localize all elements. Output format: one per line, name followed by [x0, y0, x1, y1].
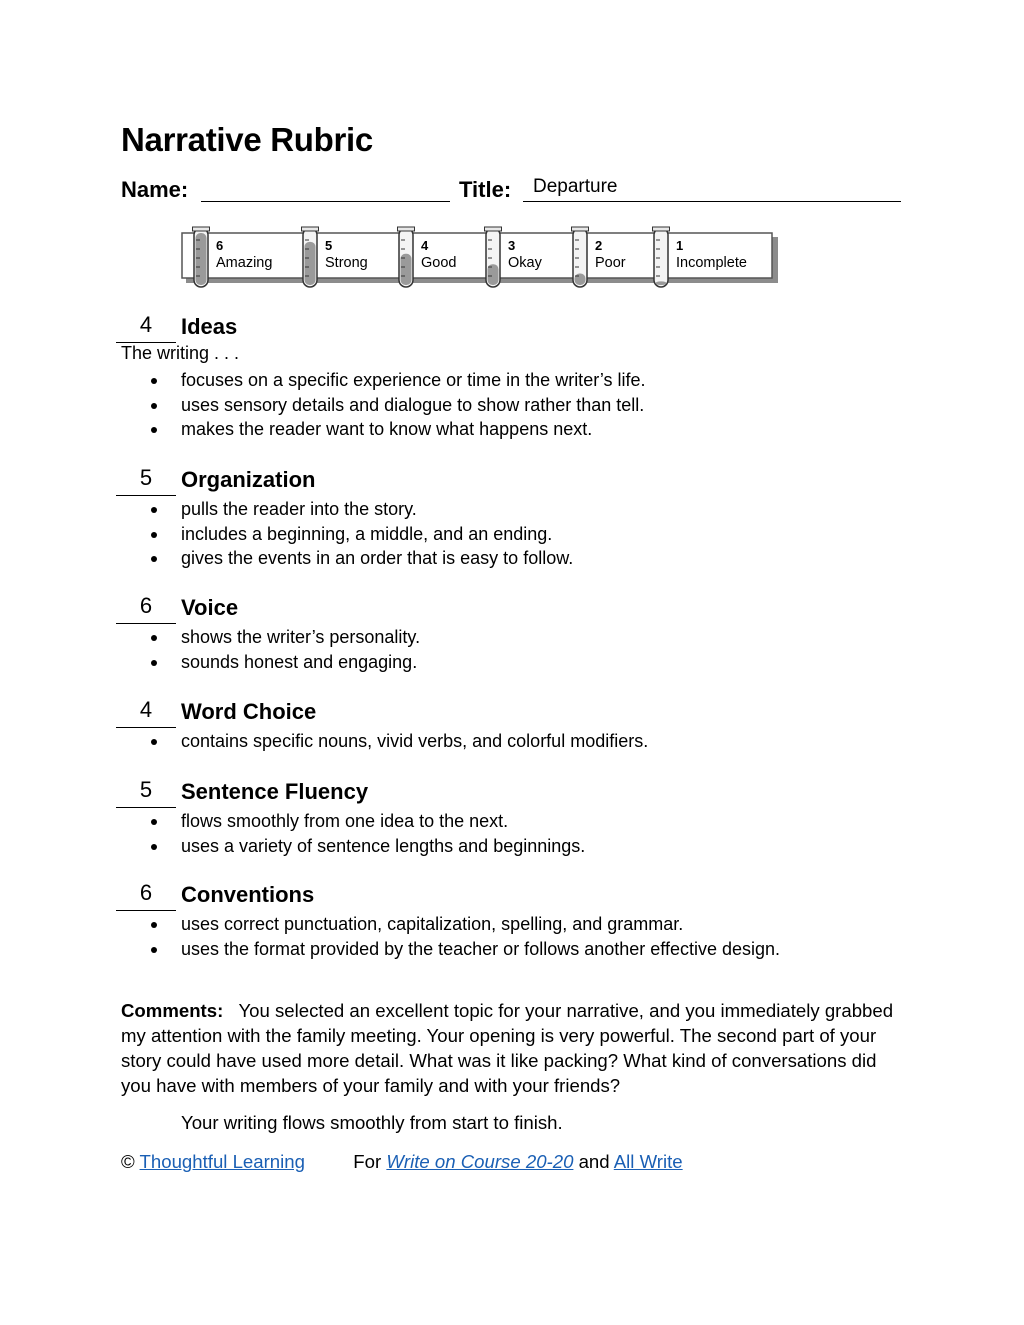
criterion-text: pulls the reader into the story.: [181, 499, 417, 519]
bullet-icon: [151, 739, 157, 745]
criterion-text: flows smoothly from one idea to the next.: [181, 811, 509, 831]
score-value: 5: [139, 465, 153, 490]
scale-label: Incomplete: [676, 255, 747, 271]
score-field[interactable]: [116, 595, 176, 624]
bullet-icon: [151, 844, 157, 850]
list-item: [116, 937, 780, 962]
list-item: [116, 522, 573, 547]
scale-label: Poor: [595, 255, 626, 271]
list-item: [116, 650, 420, 675]
comments-text: You selected an excellent topic for your narrative, and you immediately grabbed my attention with the family meeting. Your opening is very powerful. The second part of your story could have used more detail. What was it like packing? What kind of conversations did you have with members of your family and with your friends?: [121, 1000, 894, 1096]
copyright-symbol: ©: [121, 1151, 135, 1172]
title-label: Title:: [459, 177, 512, 202]
criterion-text: sounds honest and engaging.: [181, 651, 418, 672]
scale-label: Amazing: [216, 255, 273, 271]
list-item: [116, 625, 420, 650]
list-item: [116, 368, 646, 393]
section-title: Word Choice: [181, 699, 317, 724]
criterion-text: uses the format provided by the teacher or follows another effective design.: [181, 938, 781, 959]
scale-label: Strong: [325, 255, 368, 271]
scale-number: 1: [676, 238, 684, 253]
comments-text-2: Your writing flows smoothly from start to finish.: [181, 1112, 563, 1133]
scale-number: 2: [595, 238, 603, 253]
bullet-list: [116, 625, 420, 674]
score-value: 4: [139, 697, 153, 722]
list-item: [116, 546, 573, 571]
list-item: [116, 834, 585, 859]
page-title: Narrative Rubric: [121, 121, 373, 158]
scale-number: 5: [325, 238, 333, 253]
bullet-icon: [151, 532, 157, 538]
section-title: Conventions: [181, 882, 315, 907]
score-value: 6: [139, 880, 153, 905]
thoughtful-learning-link[interactable]: Thoughtful Learning: [139, 1151, 305, 1172]
list-item: [116, 497, 573, 522]
bullet-list: [116, 497, 573, 571]
footer: [121, 1149, 683, 1174]
name-field[interactable]: [201, 201, 450, 202]
bullet-icon: [151, 819, 157, 825]
scale-label: Good: [421, 255, 457, 271]
list-item: [116, 912, 780, 937]
all-write-link[interactable]: All Write: [613, 1151, 683, 1172]
list-item: [116, 729, 648, 754]
list-item: [116, 809, 585, 834]
score-value: 5: [139, 777, 153, 802]
title-value: Departure: [533, 176, 618, 197]
bullet-icon: [151, 635, 157, 641]
rating-scale: [180, 226, 780, 290]
score-field[interactable]: [116, 467, 176, 496]
bullet-icon: [151, 378, 157, 384]
and-text: and: [578, 1151, 610, 1172]
bullet-icon: [151, 556, 157, 562]
write-on-course-link[interactable]: Write on Course 20-20: [386, 1151, 574, 1172]
bullet-list: [116, 368, 646, 442]
bullet-icon: [151, 427, 157, 433]
section-title: Organization: [181, 467, 316, 492]
scale-number: 6: [216, 238, 224, 253]
scale-number: 4: [421, 238, 429, 253]
bullet-list: [116, 729, 648, 754]
score-value: 6: [139, 593, 153, 618]
criterion-text: makes the reader want to know what happens next.: [181, 419, 593, 439]
bullet-icon: [151, 922, 157, 928]
criterion-text: gives the events in an order that is easy to follow.: [181, 548, 574, 568]
name-label: Name:: [121, 177, 189, 202]
scale-label: Okay: [508, 255, 542, 271]
comments: [121, 998, 911, 1098]
score-value: 4: [139, 312, 153, 337]
score-field[interactable]: [116, 882, 176, 911]
score-field[interactable]: [116, 314, 176, 343]
score-field[interactable]: [116, 699, 176, 728]
bullet-icon: [151, 660, 157, 666]
bullet-icon: [151, 947, 157, 953]
criterion-text: shows the writer’s personality.: [181, 627, 421, 647]
bullet-icon: [151, 403, 157, 409]
criterion-text: uses a variety of sentence lengths and beginnings.: [181, 835, 586, 856]
section-title: Sentence Fluency: [181, 779, 369, 804]
bullet-icon: [151, 507, 157, 513]
comments-label: Comments:: [121, 1000, 224, 1021]
scale-number: 3: [508, 238, 516, 253]
section-title: Ideas: [181, 314, 238, 339]
criterion-text: contains specific nouns, vivid verbs, and colorful modifiers.: [181, 731, 649, 751]
criterion-text: includes a beginning, a middle, and an ending.: [181, 523, 553, 544]
criterion-text: uses sensory details and dialogue to show rather than tell.: [181, 394, 645, 415]
bullet-list: [116, 912, 780, 961]
for-text: For: [353, 1151, 382, 1172]
criterion-text: uses correct punctuation, capitalization, spelling, and grammar.: [181, 914, 684, 934]
list-item: [116, 393, 646, 418]
criterion-text: focuses on a specific experience or time in the writer’s life.: [181, 370, 646, 390]
score-field[interactable]: [116, 779, 176, 808]
section-title: Voice: [181, 595, 239, 620]
section-intro: The writing . . .: [121, 343, 240, 363]
title-field[interactable]: [523, 201, 901, 202]
list-item: [116, 417, 646, 442]
bullet-list: [116, 809, 585, 858]
